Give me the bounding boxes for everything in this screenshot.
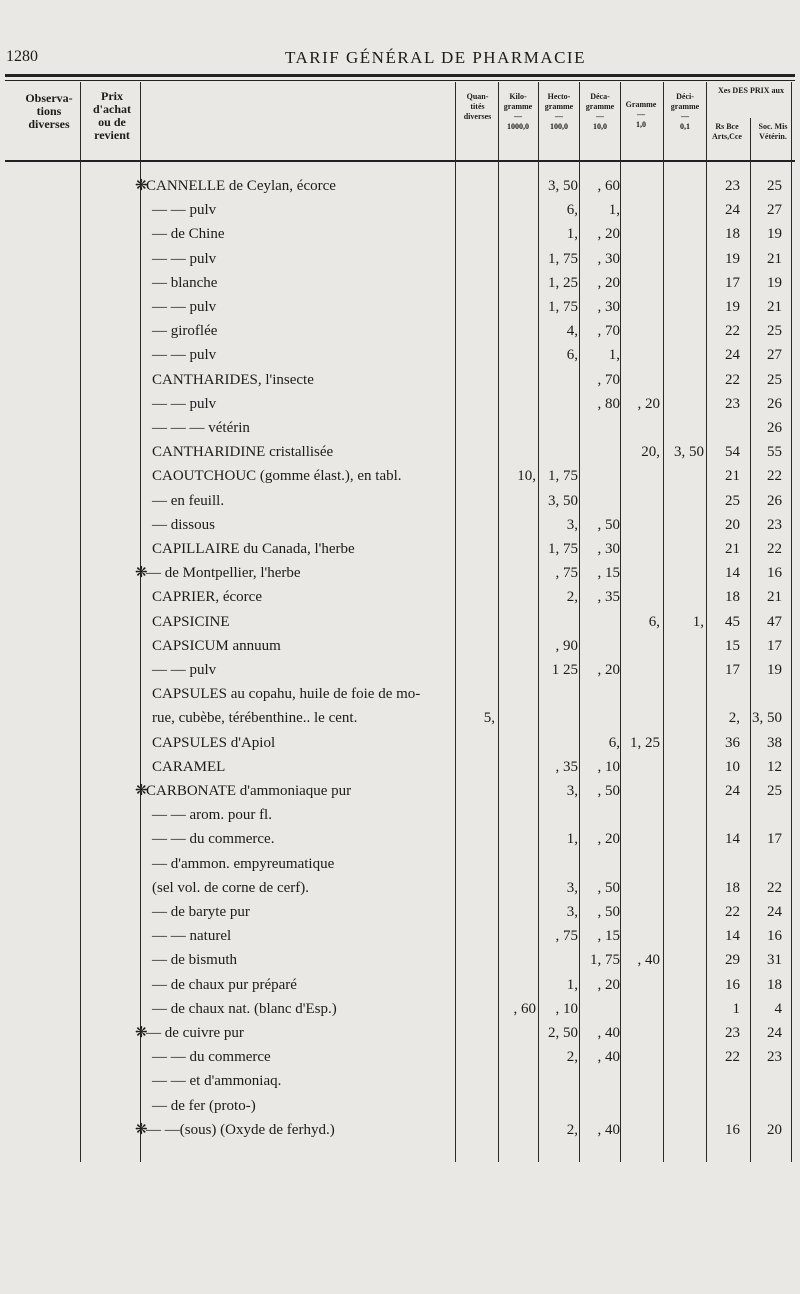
cell-deca: , 70 — [597, 323, 620, 340]
cell-arts: 14 — [725, 831, 740, 848]
row-label: — de cuivre pur — [146, 1025, 244, 1041]
cell-soc: 26 — [767, 420, 782, 436]
cell-hecto: 3, — [566, 783, 578, 799]
cell-soc: 25 — [767, 371, 782, 388]
cell-soc: 23 — [767, 1049, 782, 1066]
cell-soc: 25 — [767, 323, 782, 340]
cell-hecto: 1, — [566, 831, 578, 848]
row-label: CANTHARIDES, l'insecte — [152, 371, 314, 388]
cell-hecto: 1, 75 — [548, 468, 578, 485]
cell-soc: 18 — [767, 976, 782, 993]
cell-arts: 16 — [725, 1121, 740, 1138]
row-label: CANTHARIDINE cristallisée — [152, 444, 334, 461]
row-label: CAPSULES au copahu, huile de foie de mo- — [152, 686, 421, 703]
asterisk-mark-icon: ❋ — [135, 178, 148, 194]
cell-soc: 12 — [767, 758, 782, 775]
col-arts-header: Rs Bce Arts,Cce — [712, 122, 742, 141]
cell-deca: , 50 — [597, 783, 620, 799]
cell-soc: 31 — [767, 952, 782, 969]
cell-arts: 22 — [725, 323, 740, 340]
table-row — [0, 659, 800, 681]
cell-hecto: 2, — [566, 589, 578, 606]
asterisk-mark-icon: ❋ — [135, 783, 148, 799]
row-label: — — pulv — [152, 662, 217, 678]
row-label: — de Chine — [152, 226, 225, 243]
table-row — [0, 635, 800, 657]
table-row — [0, 199, 800, 221]
col-hectogramme-header: Hecto- gramme — 100,0 — [544, 92, 574, 131]
cell-hecto: 6, — [566, 347, 578, 364]
cell-arts: 22 — [725, 904, 740, 920]
row-label: — dissous — [152, 516, 215, 533]
cell-arts: 17 — [725, 662, 740, 678]
row-label: CAPSICUM annuum — [152, 637, 281, 654]
row-label: CAOUTCHOUC (gomme élast.), en tabl. — [152, 468, 402, 485]
col-gramme-header: Gramme — 1,0 — [625, 100, 657, 129]
row-label: CARBONATE d'ammoniaque pur — [146, 783, 352, 799]
cell-hecto: 3, — [566, 516, 578, 533]
table-row — [0, 586, 800, 608]
row-label: — — pulv — [152, 202, 217, 219]
cell-hecto: 3, 50 — [548, 492, 578, 509]
cell-deca: , 30 — [597, 299, 620, 315]
cell-soc: 22 — [767, 879, 782, 896]
table-row — [0, 538, 800, 560]
table-row — [0, 901, 800, 923]
cell-deca: , 50 — [597, 516, 620, 533]
cell-arts: 54 — [725, 444, 740, 461]
cell-soc: 27 — [767, 347, 782, 364]
cell-soc: 24 — [767, 904, 782, 920]
cell-deca: , 20 — [597, 976, 620, 993]
col-prix-aux-header: Xes DES PRIX aux — [717, 86, 784, 95]
cell-deca: , 40 — [597, 1049, 620, 1066]
row-label: — — du commerce. — [152, 831, 275, 848]
cell-soc: 19 — [767, 226, 782, 243]
cell-arts: 23 — [725, 1025, 740, 1041]
table-row — [0, 175, 800, 197]
cell-soc: 20 — [767, 1121, 782, 1138]
cell-hecto: 6, — [566, 202, 578, 219]
cell-soc: 4 — [774, 1000, 782, 1017]
table-row — [0, 877, 800, 899]
cell-arts: 2, — [728, 710, 740, 727]
table-row — [0, 853, 800, 875]
cell-hecto: 1, — [566, 226, 578, 243]
cell-gramme: 1, 25 — [630, 734, 660, 751]
cell-arts: 45 — [725, 613, 740, 630]
cell-soc: 21 — [767, 299, 782, 315]
top-rule-thin — [5, 80, 795, 81]
cell-soc: 16 — [767, 565, 782, 582]
row-label: — — du commerce — [152, 1049, 271, 1066]
row-label: — de chaux pur préparé — [152, 976, 297, 993]
col-decagramme-header: Déca- gramme — 10,0 — [585, 92, 615, 131]
cell-soc: 17 — [767, 637, 782, 654]
row-label: — — — vétérin — [152, 420, 250, 436]
cell-arts: 17 — [725, 274, 740, 291]
cell-soc: 22 — [767, 468, 782, 485]
cell-arts: 24 — [725, 783, 740, 799]
cell-hecto: , 75 — [555, 565, 578, 582]
row-label: CAPILLAIRE du Canada, l'herbe — [152, 541, 355, 557]
col-kilogramme-header: Kilo- gramme — 1000,0 — [503, 92, 533, 131]
cell-deca: , 60 — [597, 178, 620, 194]
cell-deca: , 50 — [597, 879, 620, 896]
cell-soc: 19 — [767, 274, 782, 291]
row-label: CAPRIER, écorce — [152, 589, 262, 606]
row-label: — de chaux nat. (blanc d'Esp.) — [152, 1000, 337, 1017]
cell-gramme: , 20 — [637, 395, 660, 412]
cell-kilo: 10, — [517, 468, 536, 485]
cell-kilo: , 60 — [513, 1000, 536, 1017]
table-row — [0, 272, 800, 294]
asterisk-mark-icon: ❋ — [135, 1025, 148, 1041]
table-row — [0, 320, 800, 342]
row-label: — — pulv — [152, 299, 217, 315]
row-label: CAPSICINE — [152, 613, 230, 630]
table-row — [0, 707, 800, 729]
cell-soc: 55 — [767, 444, 782, 461]
cell-hecto: 3, — [566, 904, 578, 920]
row-label: — de bismuth — [152, 952, 237, 969]
cell-soc: 47 — [767, 613, 782, 630]
col-soc-header: Soc. Mis Vétérin. — [758, 122, 788, 141]
cell-arts: 15 — [725, 637, 740, 654]
table-row — [0, 465, 800, 487]
cell-hecto: 1, 75 — [548, 250, 578, 267]
cell-soc: 26 — [767, 395, 782, 412]
cell-arts: 25 — [725, 492, 740, 509]
row-label: — de baryte pur — [152, 904, 250, 920]
col-quantites-header: Quan- tités diverses — [463, 92, 492, 121]
cell-deca: , 30 — [597, 541, 620, 557]
cell-arts: 16 — [725, 976, 740, 993]
cell-hecto: 3, — [566, 879, 578, 896]
cell-deci: 3, 50 — [674, 444, 704, 461]
table-row — [0, 611, 800, 633]
cell-arts: 18 — [725, 226, 740, 243]
row-label: rue, cubèbe, térébenthine.. le cent. — [152, 710, 358, 727]
cell-soc: 3, 50 — [752, 710, 782, 727]
table-row — [0, 562, 800, 584]
cell-arts: 23 — [725, 395, 740, 412]
cell-arts: 10 — [725, 758, 740, 775]
cell-arts: 14 — [725, 928, 740, 945]
table-row — [0, 1022, 800, 1044]
row-label: — blanche — [152, 274, 218, 291]
cell-soc: 24 — [767, 1025, 782, 1041]
cell-arts: 21 — [725, 468, 740, 485]
cell-deca: , 35 — [597, 589, 620, 606]
cell-hecto: 4, — [566, 323, 578, 340]
cell-deca: , 15 — [597, 928, 620, 945]
cell-hecto: 2, 50 — [548, 1025, 578, 1041]
cell-arts: 24 — [725, 347, 740, 364]
row-label: — en feuill. — [152, 492, 225, 509]
cell-deca: , 15 — [597, 565, 620, 582]
cell-deci: 1, — [692, 613, 704, 630]
cell-hecto: 2, — [566, 1049, 578, 1066]
table-row — [0, 804, 800, 826]
cell-hecto: 3, 50 — [548, 178, 578, 194]
row-label: (sel vol. de corne de cerf). — [152, 879, 310, 896]
cell-hecto: 1, 25 — [548, 274, 578, 291]
row-label: — — et d'ammoniaq. — [152, 1073, 282, 1090]
table-row — [0, 441, 800, 463]
cell-deca: 1, — [608, 347, 620, 364]
cell-soc: 17 — [767, 831, 782, 848]
table-row — [0, 248, 800, 270]
cell-deca: , 80 — [597, 395, 620, 412]
row-label: CARAMEL — [152, 758, 226, 775]
header-bottom-rule — [5, 160, 795, 162]
table-row — [0, 393, 800, 415]
cell-deca: , 20 — [597, 831, 620, 848]
top-rule — [5, 74, 795, 77]
cell-arts: 22 — [725, 1049, 740, 1066]
table-row — [0, 417, 800, 439]
cell-deca: , 20 — [597, 226, 620, 243]
cell-hecto: 1 25 — [551, 662, 578, 678]
table-row — [0, 1119, 800, 1141]
cell-soc: 25 — [767, 783, 782, 799]
table-row — [0, 974, 800, 996]
cell-soc: 38 — [767, 734, 782, 751]
cell-hecto: 1, — [566, 976, 578, 993]
cell-deca: , 20 — [597, 662, 620, 678]
cell-arts: 19 — [725, 250, 740, 267]
table-row — [0, 514, 800, 536]
row-label: — de fer (proto-) — [152, 1097, 256, 1114]
col-observations-header: Observa- tions diverses — [25, 91, 73, 131]
table-row — [0, 1095, 800, 1117]
col-decigramme-header: Déci- gramme — 0,1 — [670, 92, 700, 131]
row-label: — de Montpellier, l'herbe — [146, 565, 301, 582]
cell-soc: 21 — [767, 250, 782, 267]
cell-deca: 1, 75 — [590, 952, 620, 969]
cell-hecto: , 10 — [555, 1000, 578, 1017]
cell-arts: 24 — [725, 202, 740, 219]
table-row — [0, 369, 800, 391]
row-label: — — naturel — [152, 928, 232, 945]
cell-deca: , 70 — [597, 371, 620, 388]
table-row — [0, 949, 800, 971]
table-row — [0, 683, 800, 705]
cell-hecto: 1, 75 — [548, 299, 578, 315]
page-title: TARIF GÉNÉRAL DE PHARMACIE — [285, 48, 586, 67]
cell-soc: 23 — [767, 516, 782, 533]
cell-gramme: 20, — [641, 444, 660, 461]
cell-deca: , 40 — [597, 1121, 620, 1138]
table-row — [0, 223, 800, 245]
row-label: — — pulv — [152, 250, 217, 267]
asterisk-mark-icon: ❋ — [135, 1121, 148, 1138]
page-number: 1280 — [6, 48, 38, 65]
cell-deca: , 10 — [597, 758, 620, 775]
row-label: — — arom. pour fl. — [152, 807, 272, 824]
table-row — [0, 925, 800, 947]
table-row — [0, 1046, 800, 1068]
row-label: — — pulv — [152, 395, 217, 412]
row-label: — giroflée — [152, 323, 218, 340]
table-row — [0, 756, 800, 778]
cell-arts: 22 — [725, 371, 740, 388]
cell-arts: 18 — [725, 589, 740, 606]
cell-arts: 19 — [725, 299, 740, 315]
cell-hecto: , 90 — [555, 637, 578, 654]
row-label: — d'ammon. empyreumatique — [152, 855, 335, 872]
table-row — [0, 1070, 800, 1092]
row-label: — — pulv — [152, 347, 217, 364]
cell-soc: 25 — [767, 178, 782, 194]
cell-deca: , 20 — [597, 274, 620, 291]
table-row — [0, 998, 800, 1020]
table-row — [0, 732, 800, 754]
table-row — [0, 828, 800, 850]
cell-arts: 23 — [725, 178, 740, 194]
table-row — [0, 490, 800, 512]
cell-arts: 36 — [725, 734, 740, 751]
cell-soc: 16 — [767, 928, 782, 945]
cell-soc: 21 — [767, 589, 782, 606]
cell-deca: , 40 — [597, 1025, 620, 1041]
cell-soc: 22 — [767, 541, 782, 557]
cell-arts: 1 — [732, 1000, 740, 1017]
cell-arts: 21 — [725, 541, 740, 557]
cell-hecto: 2, — [566, 1121, 578, 1138]
cell-hecto: , 75 — [555, 928, 578, 945]
table-row — [0, 296, 800, 318]
cell-gramme: 6, — [648, 613, 660, 630]
row-label: — —(sous) (Oxyde de ferhyd.) — [146, 1121, 335, 1138]
cell-arts: 18 — [725, 879, 740, 896]
col-prix-header: Prix d'achat ou de revient — [92, 89, 131, 142]
cell-deca: 6, — [608, 734, 620, 751]
cell-gramme: , 40 — [637, 952, 660, 969]
asterisk-mark-icon: ❋ — [135, 565, 148, 582]
cell-soc: 26 — [767, 492, 782, 509]
row-label: CANNELLE de Ceylan, écorce — [146, 178, 336, 194]
cell-deca: 1, — [608, 202, 620, 219]
cell-arts: 14 — [725, 565, 740, 582]
table-row — [0, 344, 800, 366]
cell-arts: 29 — [725, 952, 740, 969]
cell-deca: , 50 — [597, 904, 620, 920]
cell-arts: 20 — [725, 516, 740, 533]
table-row — [0, 780, 800, 802]
cell-soc: 27 — [767, 202, 782, 219]
cell-hecto: , 35 — [555, 758, 578, 775]
cell-soc: 19 — [767, 662, 782, 678]
row-label: CAPSULES d'Apiol — [152, 734, 276, 751]
cell-deca: , 30 — [597, 250, 620, 267]
cell-qty: 5, — [483, 710, 495, 727]
cell-hecto: 1, 75 — [548, 541, 578, 557]
